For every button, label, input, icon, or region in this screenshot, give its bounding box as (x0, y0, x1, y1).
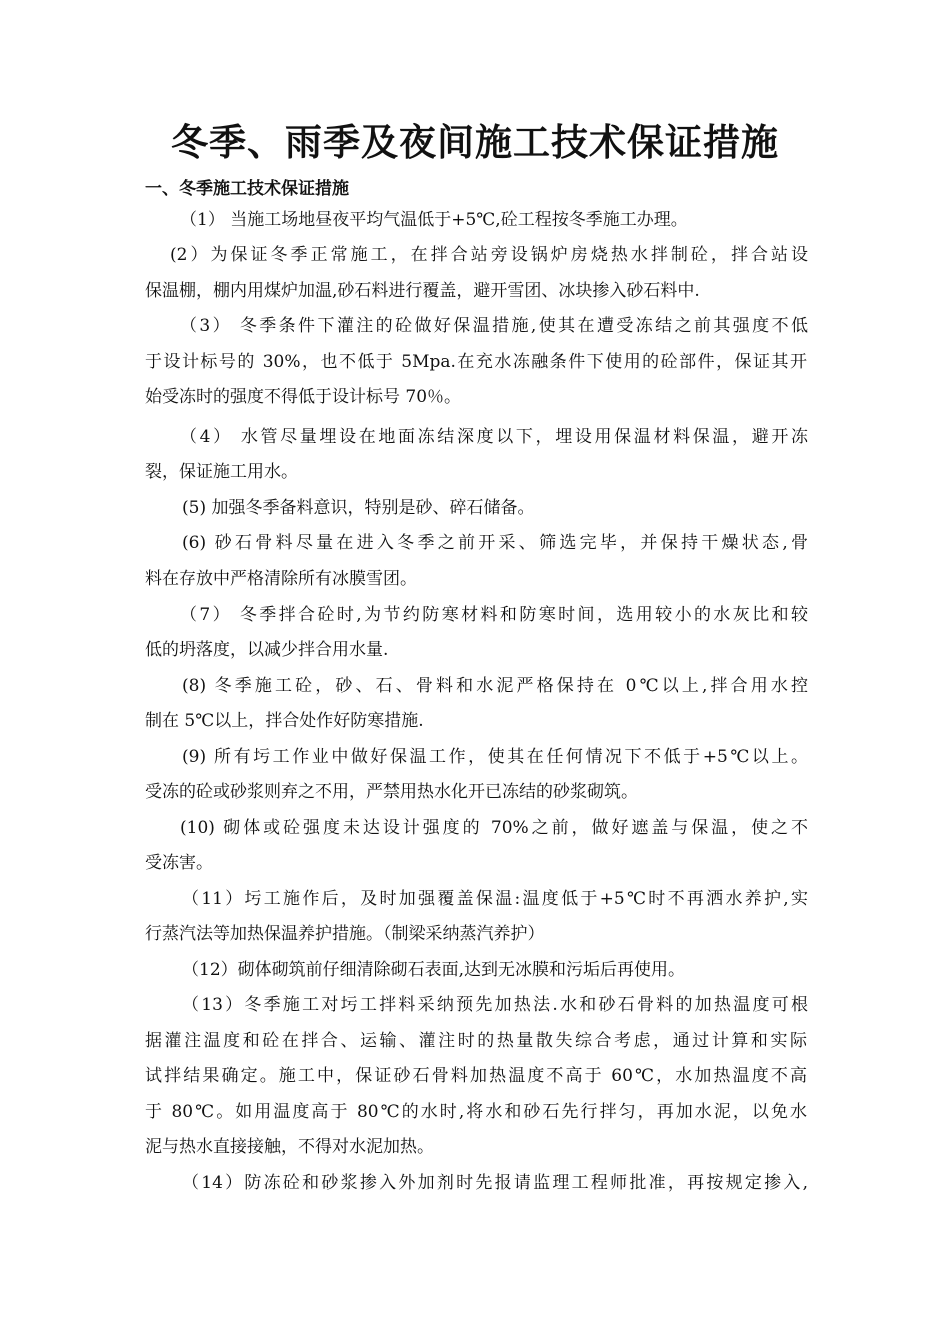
text-line: 泥与热水直接接触，不得对水泥加热。 (145, 1137, 434, 1157)
text-line: (2）为保证冬季正常施工，在拌合站旁设锅炉房烧热水拌制砼，拌合站设 (170, 245, 808, 265)
text-line: 保温棚，棚内用煤炉加温,砂石料进行覆盖，避开雪团、冰块掺入砂石料中. (145, 281, 700, 301)
text-line: （3） 冬季条件下灌注的砼做好保温措施,使其在遭受冻结之前其强度不低 (180, 316, 808, 336)
text-line: 行蒸汽法等加热保温养护措施。（制梁采纳蒸汽养护） (145, 924, 545, 944)
text-line: （11）圬工施作后，及时加强覆盖保温:温度低于+5℃时不再洒水养护,实 (182, 889, 808, 909)
section-heading: 一、冬季施工技术保证措施 (145, 179, 349, 199)
text-line: (5) 加强冬季备料意识，特别是砂、碎石储备。 (182, 498, 535, 518)
text-line: 受冻的砼或砂浆则弃之不用，严禁用热水化开已冻结的砂浆砌筑。 (145, 782, 638, 802)
text-line: 据灌注温度和砼在拌合、运输、灌注时的热量散失综合考虑，通过计算和实际 (145, 1031, 807, 1051)
text-line: （12）砌体砌筑前仔细清除砌石表面,达到无冰膜和污垢后再使用。 (182, 960, 686, 980)
text-line: （1） 当施工场地昼夜平均气温低于+5℃,砼工程按冬季施工办理。 (180, 210, 688, 230)
text-line: （4） 水管尽量埋设在地面冻结深度以下，埋设用保温材料保温，避开冻 (180, 427, 808, 447)
text-line: 裂，保证施工用水。 (145, 462, 298, 482)
text-line: (6) 砂石骨料尽量在进入冬季之前开采、筛选完毕，并保持干燥状态,骨 (182, 533, 808, 553)
text-line: 受冻害。 (145, 853, 213, 873)
text-line: 于设计标号的 30%，也不低于 5Mpa.在充水冻融条件下使用的砼部件，保证其开 (145, 352, 807, 372)
text-line: (10) 砌体或砼强度未达设计强度的 70%之前，做好遮盖与保温，使之不 (180, 818, 808, 838)
text-line: 于 80℃。如用温度高于 80℃的水时,将水和砂石先行拌匀，再加水泥，以免水 (145, 1102, 807, 1122)
text-line: （7） 冬季拌合砼时,为节约防寒材料和防寒时间，选用较小的水灰比和较 (180, 605, 808, 625)
text-line: 始受冻时的强度不得低于设计标号 70％。 (145, 387, 462, 407)
text-line: (9) 所有圬工作业中做好保温工作，使其在任何情况下不低于+5℃以上。 (182, 747, 808, 767)
text-line: 料在存放中严格清除所有冰膜雪团。 (145, 569, 417, 589)
text-line: （14）防冻砼和砂浆掺入外加剂时先报请监理工程师批准，再按规定掺入, (182, 1173, 808, 1193)
text-line: 试拌结果确定。施工中，保证砂石骨料加热温度不高于 60℃，水加热温度不高 (145, 1066, 807, 1086)
text-line: 低的坍落度，以减少拌合用水量. (145, 640, 389, 660)
text-line: 制在 5℃以上，拌合处作好防寒措施. (145, 711, 424, 731)
page-title: 冬季、雨季及夜间施工技术保证措施 (171, 120, 779, 164)
text-line: （13）冬季施工对圬工拌料采纳预先加热法.水和砂石骨料的加热温度可根 (182, 995, 808, 1015)
text-line: (8) 冬季施工砼，砂、石、骨料和水泥严格保持在 0℃以上,拌合用水控 (182, 676, 808, 696)
